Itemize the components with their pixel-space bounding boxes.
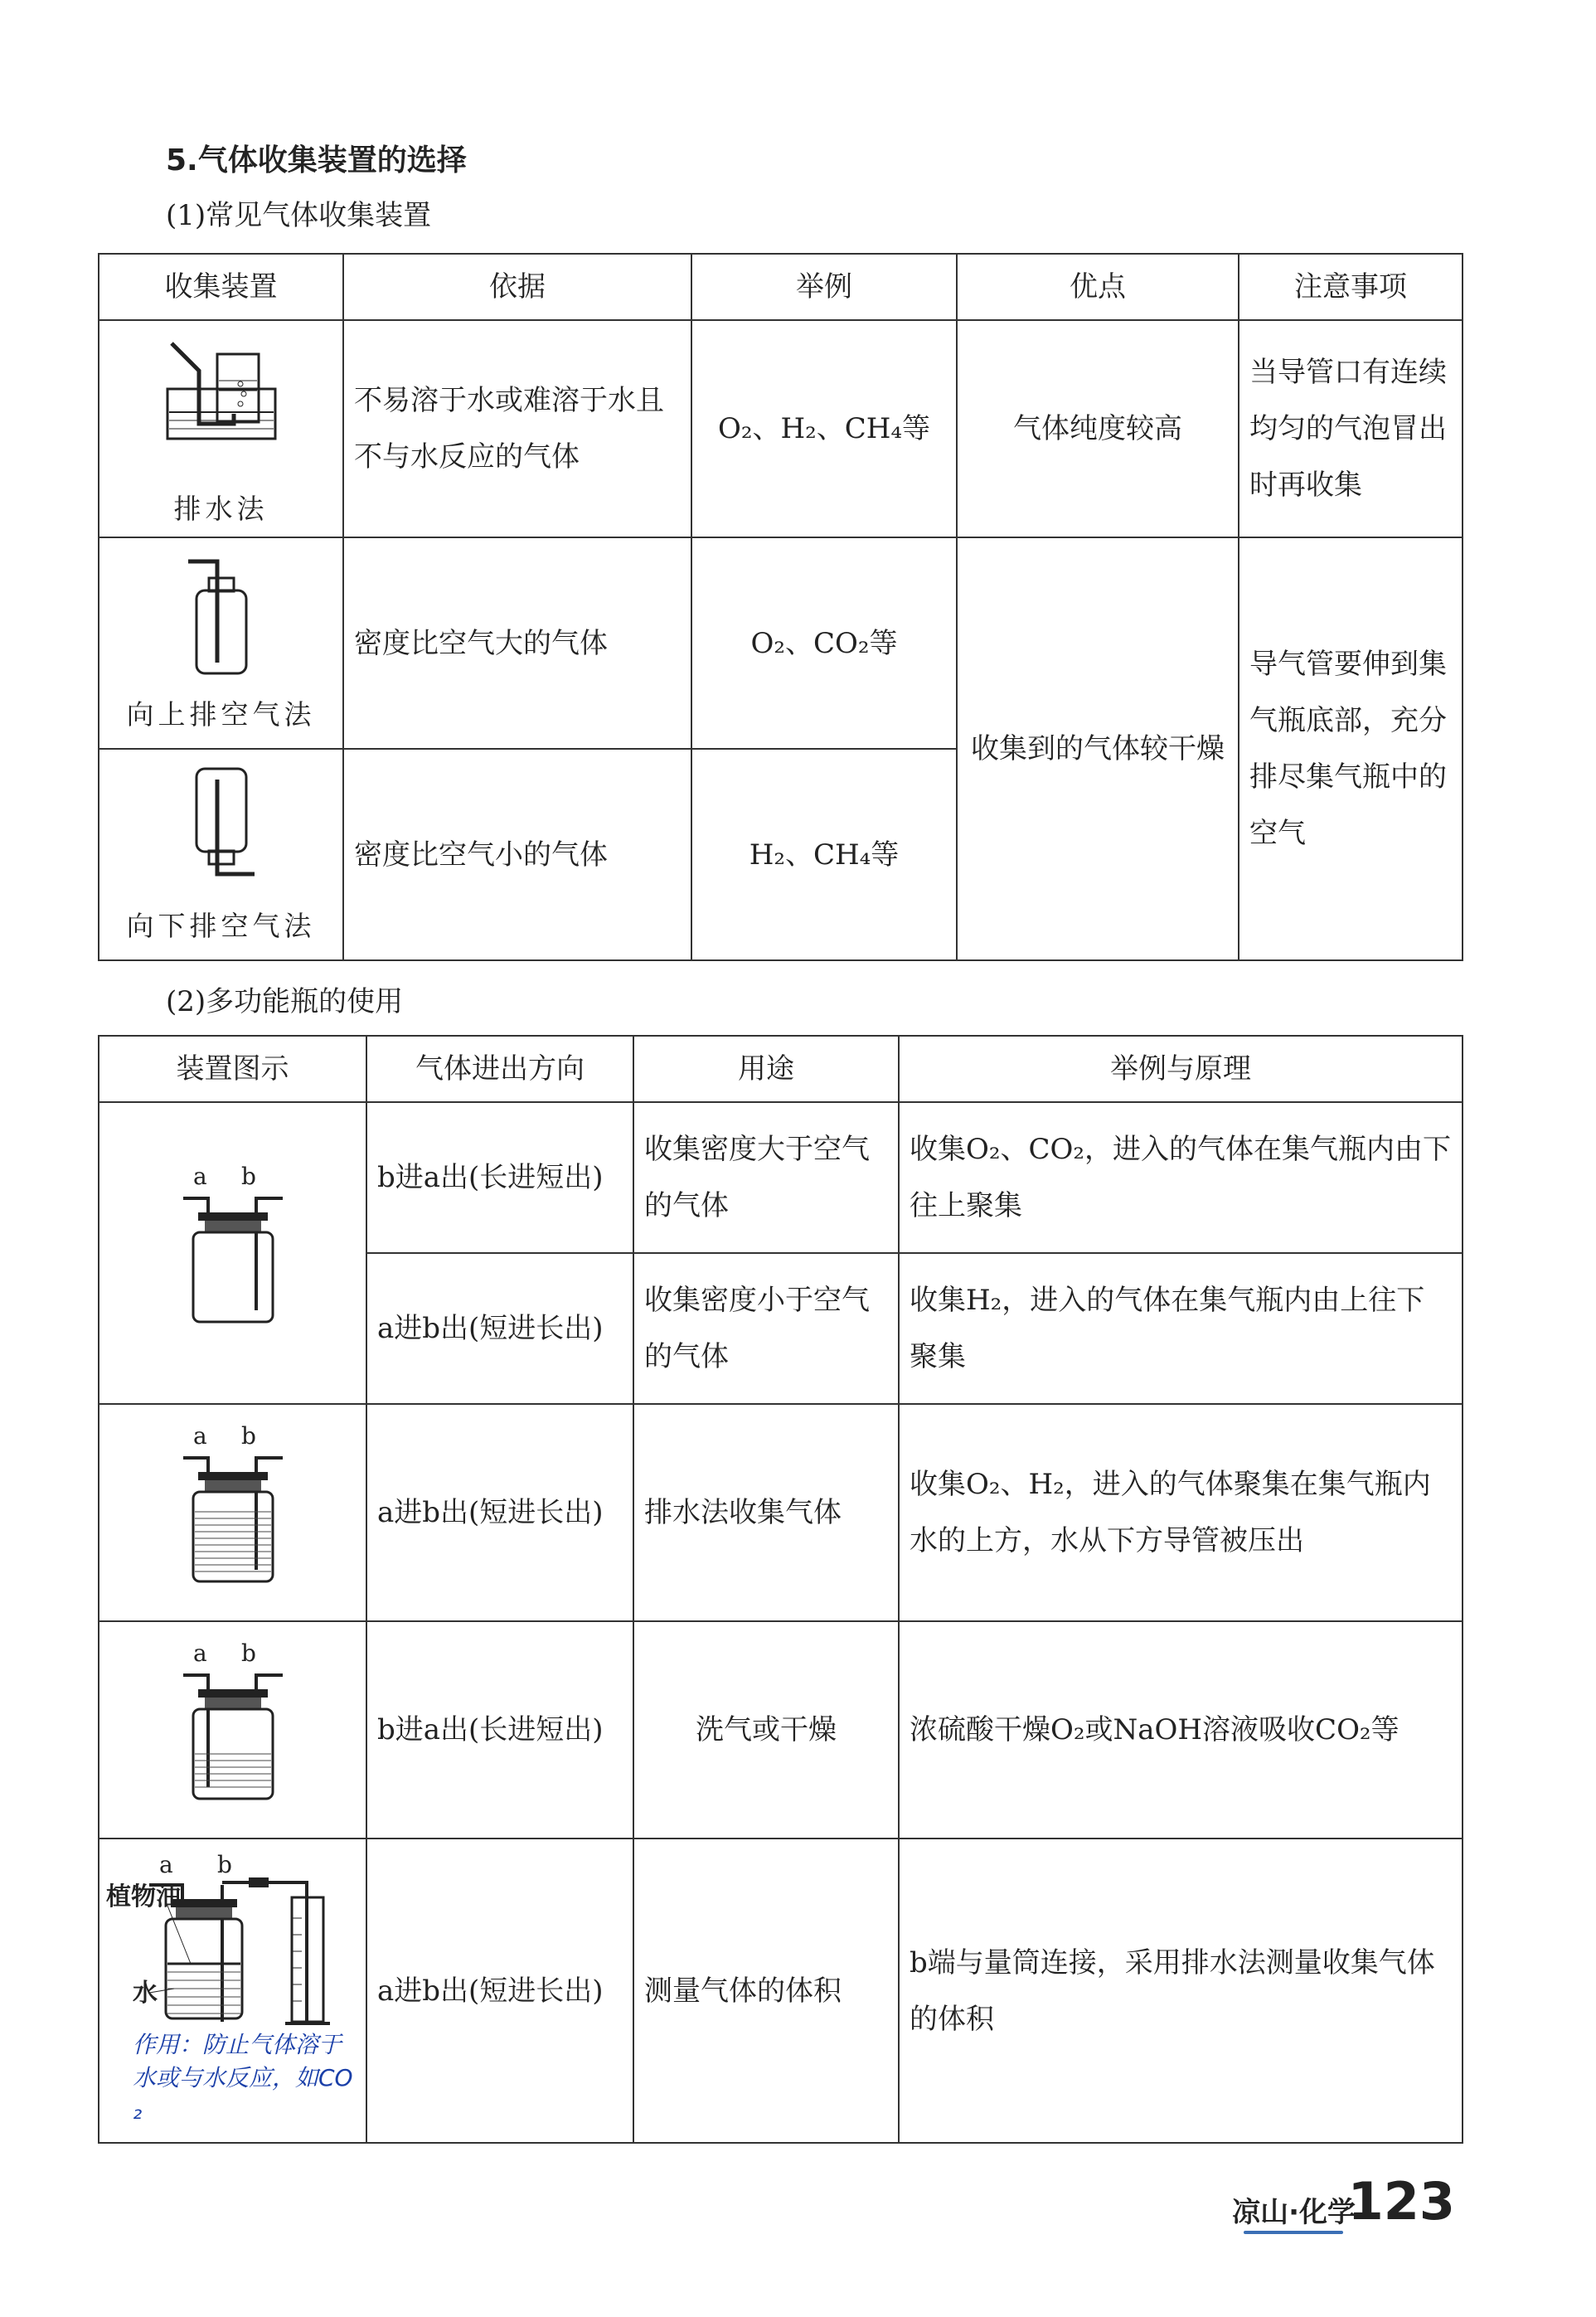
basis-cell: 密度比空气小的气体 bbox=[343, 749, 691, 960]
direction-cell: b进a出(长进短出) bbox=[366, 1621, 633, 1839]
basis-cell: 密度比空气大的气体 bbox=[343, 537, 691, 749]
example-cell: H₂、CH₄等 bbox=[691, 749, 957, 960]
header-note: 注意事项 bbox=[1239, 254, 1463, 320]
principle-cell: b端与量筒连接，采用排水法测量收集气体的体积 bbox=[899, 1839, 1463, 2143]
washing-bottle-icon bbox=[175, 1638, 291, 1804]
vegetable-oil-label: 植物油 bbox=[106, 1882, 181, 1911]
label-a: a bbox=[159, 1851, 173, 1878]
use-cell: 收集密度大于空气的气体 bbox=[633, 1102, 899, 1253]
table-row bbox=[99, 537, 1463, 749]
drainage-apparatus-icon bbox=[159, 331, 284, 472]
handwritten-note: 作用：防止气体溶于水或与水反应，如CO₂ bbox=[133, 2031, 353, 2125]
drainage-method-cell bbox=[99, 320, 343, 537]
downward-air-apparatus-icon bbox=[176, 765, 267, 889]
header-advantage: 优点 bbox=[957, 254, 1239, 320]
table-row bbox=[99, 320, 1463, 537]
water-bottle-cell bbox=[99, 1404, 366, 1621]
label-a: a bbox=[192, 1162, 207, 1190]
use-cell: 收集密度小于空气的气体 bbox=[633, 1253, 899, 1404]
drainage-label: 排水法 bbox=[173, 492, 269, 525]
advantage-cell: 气体纯度较高 bbox=[957, 320, 1239, 537]
footer-divider bbox=[1244, 2231, 1343, 2234]
label-b: b bbox=[240, 1421, 256, 1450]
header-direction: 气体进出方向 bbox=[366, 1036, 633, 1102]
table2-caption: (2)多功能瓶的使用 bbox=[166, 985, 404, 1018]
multi-function-bottle-table bbox=[98, 1035, 1463, 2144]
merged-note-cell: 导气管要伸到集气瓶底部，充分排尽集气瓶中的空气 bbox=[1239, 537, 1463, 960]
downward-air-cell bbox=[99, 749, 343, 960]
principle-cell: 收集O₂、H₂，进入的气体聚集在集气瓶内水的上方，水从下方导管被压出 bbox=[899, 1404, 1463, 1621]
header-diagram: 装置图示 bbox=[99, 1036, 366, 1102]
table-row bbox=[99, 1404, 1463, 1621]
use-cell: 洗气或干燥 bbox=[633, 1621, 899, 1839]
label-a: a bbox=[192, 1421, 207, 1450]
table-row bbox=[99, 1839, 1463, 2143]
direction-cell: a进b出(短进长出) bbox=[366, 1253, 633, 1404]
principle-cell: 收集H₂，进入的气体在集气瓶内由上往下聚集 bbox=[899, 1253, 1463, 1404]
upward-air-label: 向上排空气法 bbox=[126, 698, 316, 731]
principle-cell: 收集O₂、CO₂，进入的气体在集气瓶内由下往上聚集 bbox=[899, 1102, 1463, 1253]
washing-bottle-cell bbox=[99, 1621, 366, 1839]
downward-air-label: 向下排空气法 bbox=[126, 910, 316, 942]
water-filled-bottle-icon bbox=[175, 1421, 291, 1586]
header-basis: 依据 bbox=[343, 254, 691, 320]
header-example: 举例 bbox=[691, 254, 957, 320]
example-cell: O₂、H₂、CH₄等 bbox=[691, 320, 957, 537]
header-principle: 举例与原理 bbox=[899, 1036, 1463, 1102]
direction-cell: a进b出(短进长出) bbox=[366, 1404, 633, 1621]
header-device: 收集装置 bbox=[99, 254, 343, 320]
empty-bottle-icon bbox=[175, 1161, 291, 1327]
gas-collection-table bbox=[98, 253, 1463, 961]
use-cell: 排水法收集气体 bbox=[633, 1404, 899, 1621]
principle-cell: 浓硫酸干燥O₂或NaOH溶液吸收CO₂等 bbox=[899, 1621, 1463, 1839]
label-a: a bbox=[192, 1639, 207, 1667]
section-title: 5.气体收集装置的选择 bbox=[166, 143, 467, 177]
table-row bbox=[99, 1621, 1463, 1839]
table-row bbox=[99, 1102, 1463, 1253]
upward-air-apparatus-icon bbox=[176, 553, 267, 678]
label-b: b bbox=[240, 1639, 256, 1667]
volume-measure-cell bbox=[99, 1839, 366, 2143]
page-number: 123 bbox=[1347, 2171, 1455, 2232]
example-cell: O₂、CO₂等 bbox=[691, 537, 957, 749]
footer-brand: 凉山·化学 bbox=[1232, 2196, 1356, 2229]
table1-caption: (1)常见气体收集装置 bbox=[166, 199, 432, 232]
basis-cell: 不易溶于水或难溶于水且不与水反应的气体 bbox=[343, 320, 691, 537]
note-cell: 当导管口有连续均匀的气泡冒出时再收集 bbox=[1239, 320, 1463, 537]
water-label: 水 bbox=[133, 1979, 158, 2008]
header-use: 用途 bbox=[633, 1036, 899, 1102]
label-b: b bbox=[240, 1162, 256, 1190]
use-cell: 测量气体的体积 bbox=[633, 1839, 899, 2143]
direction-cell: a进b出(短进长出) bbox=[366, 1839, 633, 2143]
upward-air-cell bbox=[99, 537, 343, 749]
label-b: b bbox=[217, 1851, 232, 1878]
merged-advantage-cell: 收集到的气体较干燥 bbox=[957, 537, 1239, 960]
direction-cell: b进a出(长进短出) bbox=[366, 1102, 633, 1253]
empty-bottle-cell bbox=[99, 1102, 366, 1404]
